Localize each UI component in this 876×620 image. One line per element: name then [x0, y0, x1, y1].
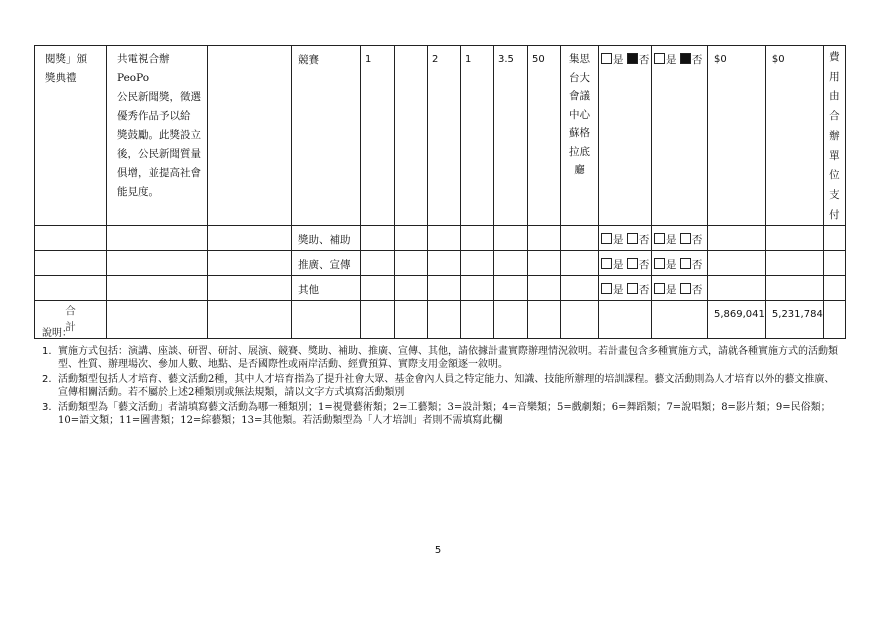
- note-item: [42, 345, 842, 371]
- checkbox-no[interactable]: [680, 258, 691, 269]
- checkbox-yes[interactable]: [601, 283, 612, 294]
- venue-line: 拉底: [569, 145, 590, 158]
- venue-line: 集思: [569, 53, 590, 65]
- participants-cell: 50: [528, 46, 561, 226]
- remark-char: 付: [829, 208, 840, 221]
- count-cell: 1: [461, 46, 494, 226]
- description-line: 俱增，並提高社會: [117, 167, 201, 179]
- checkbox-no-checked[interactable]: [627, 53, 638, 64]
- note-number: 1.: [42, 346, 52, 357]
- total-actual: 5,231,784: [765, 301, 823, 339]
- note-number: 2.: [42, 374, 52, 385]
- checkbox-yes[interactable]: [654, 53, 665, 64]
- total-label-char: 計: [65, 321, 76, 334]
- page-number: 5: [434, 545, 442, 556]
- checkbox-no-label: 否: [691, 234, 703, 247]
- remark-char: 由: [829, 90, 840, 103]
- checkbox-no[interactable]: [627, 233, 638, 244]
- remark-char: 辦: [829, 129, 840, 142]
- international-cell: [599, 251, 652, 276]
- cross-strait-cell: [652, 46, 708, 226]
- checkbox-no[interactable]: [627, 258, 638, 269]
- description-line: 優秀作品予以給: [117, 110, 191, 122]
- award-name-line: 閱獎」頒: [45, 53, 87, 65]
- remark-char: 單: [829, 149, 840, 162]
- notes-section: [42, 327, 842, 429]
- venue-line: 廳: [574, 164, 585, 176]
- remark-char: 用: [829, 70, 840, 83]
- count-cell: [395, 46, 428, 226]
- note-text: 實施方式包括：演講、座談、研習、研討、展演、競賽、獎助、補助、推廣、宣傳、其他，請依據計畫實際辦理情況敘明。若計畫包含多種實施方式，請就各種實施方式的活動類型、性質、辦理場次、參加人數、地點、是否國際性或兩岸活動、經費預算、實際支用金額逐一敘明。: [58, 346, 838, 370]
- total-label-char: 合: [65, 305, 76, 318]
- table-row: [35, 276, 846, 301]
- description-line: 共電視合辦 PeoPo: [117, 53, 170, 84]
- note-item: [42, 401, 842, 427]
- checkbox-yes[interactable]: [601, 258, 612, 269]
- hours-cell: 3.5: [494, 46, 528, 226]
- checkbox-no-checked[interactable]: [680, 53, 691, 64]
- venue-line: 中心: [569, 108, 590, 121]
- description-cell: [107, 46, 208, 226]
- note-item: [42, 373, 842, 399]
- remark-char: 支: [829, 188, 840, 201]
- note-number: 3.: [42, 402, 52, 413]
- checkbox-yes-label: 是: [666, 284, 677, 297]
- actual-cell: $0: [765, 46, 823, 226]
- checkbox-yes[interactable]: [601, 233, 612, 244]
- activity-type-cell: 推廣、宣傳: [292, 251, 361, 276]
- description-line: 公民新聞獎，徵選: [117, 91, 201, 103]
- empty-cell: [208, 46, 292, 226]
- remark-char: 位: [829, 169, 840, 182]
- activity-type-cell: 獎助、補助: [292, 226, 361, 251]
- checkbox-yes[interactable]: [654, 258, 665, 269]
- international-cell: [599, 276, 652, 301]
- cross-strait-cell: [652, 226, 708, 251]
- table-row: [35, 226, 846, 251]
- description-line: 後，公民新聞質量: [117, 148, 201, 160]
- checkbox-no-label: 否: [638, 54, 650, 66]
- count-cell: 2: [428, 46, 461, 226]
- checkbox-no-label: 否: [638, 284, 650, 297]
- checkbox-yes[interactable]: [654, 233, 665, 244]
- remark-char: 費: [829, 51, 840, 63]
- checkbox-yes-label: 是: [613, 234, 624, 247]
- checkbox-no-label: 否: [691, 284, 703, 297]
- budget-cell: $0: [708, 46, 766, 226]
- international-cell: [599, 46, 652, 226]
- checkbox-no-label: 否: [691, 259, 703, 272]
- activity-table: [34, 45, 846, 339]
- notes-header: 說明：: [42, 328, 72, 339]
- sessions-cell: 1: [361, 46, 395, 226]
- remark-char: 合: [829, 110, 840, 123]
- venue-line: 會議: [569, 90, 590, 102]
- note-text: 活動類型為「藝文活動」者請填寫藝文活動為哪一種類別；1=視覺藝術類；2=工藝類；3=設計類；4=音樂類；5=戲劇類；6=舞蹈類；7=說唱類；8=影片類；9=民俗類；10=語文類；11=圖書類；12=綜藝類；13=其他類。若活動類型為「人才培訓」者則不需填寫此欄: [58, 402, 831, 426]
- checkbox-yes-label: 是: [666, 54, 677, 66]
- remark-cell: [823, 46, 845, 226]
- checkbox-no[interactable]: [627, 283, 638, 294]
- note-text: 活動類型包括人才培育、藝文活動2種，其中人才培育指為了提升社會大眾、基金會內人員之特定能力、知識、技能所辦理的培訓課程。藝文活動則為人才培育以外的藝文推廣、宣傳相關活動。若不屬於上述2種類別或無法規類，請以文字方式填寫活動類別: [58, 374, 835, 398]
- checkbox-no[interactable]: [680, 233, 691, 244]
- checkbox-no-label: 否: [691, 54, 703, 66]
- checkbox-yes-label: 是: [613, 284, 624, 297]
- checkbox-yes-label: 是: [666, 234, 677, 247]
- award-name-line: 獎典禮: [45, 72, 77, 84]
- checkbox-no-label: 否: [638, 259, 650, 272]
- checkbox-yes-label: 是: [613, 259, 624, 272]
- description-line: 能見度。: [117, 186, 159, 198]
- checkbox-no-label: 否: [638, 234, 650, 247]
- cross-strait-cell: [652, 276, 708, 301]
- venue-cell: [561, 46, 599, 226]
- activity-type-cell: 競賽: [292, 46, 361, 226]
- checkbox-yes-label: 是: [613, 54, 624, 66]
- total-budget: 5,869,041: [708, 301, 766, 339]
- checkbox-yes[interactable]: [654, 283, 665, 294]
- table-row: [35, 46, 846, 226]
- cross-strait-cell: [652, 251, 708, 276]
- description-line: 獎鼓勵。此獎設立: [117, 129, 201, 141]
- table-row: [35, 251, 846, 276]
- checkbox-yes[interactable]: [601, 53, 612, 64]
- checkbox-no[interactable]: [680, 283, 691, 294]
- checkbox-yes-label: 是: [666, 259, 677, 272]
- award-name-cell: [35, 46, 107, 226]
- international-cell: [599, 226, 652, 251]
- venue-line: 蘇格: [569, 127, 590, 139]
- venue-line: 台大: [569, 71, 590, 84]
- activity-type-cell: 其他: [292, 276, 361, 301]
